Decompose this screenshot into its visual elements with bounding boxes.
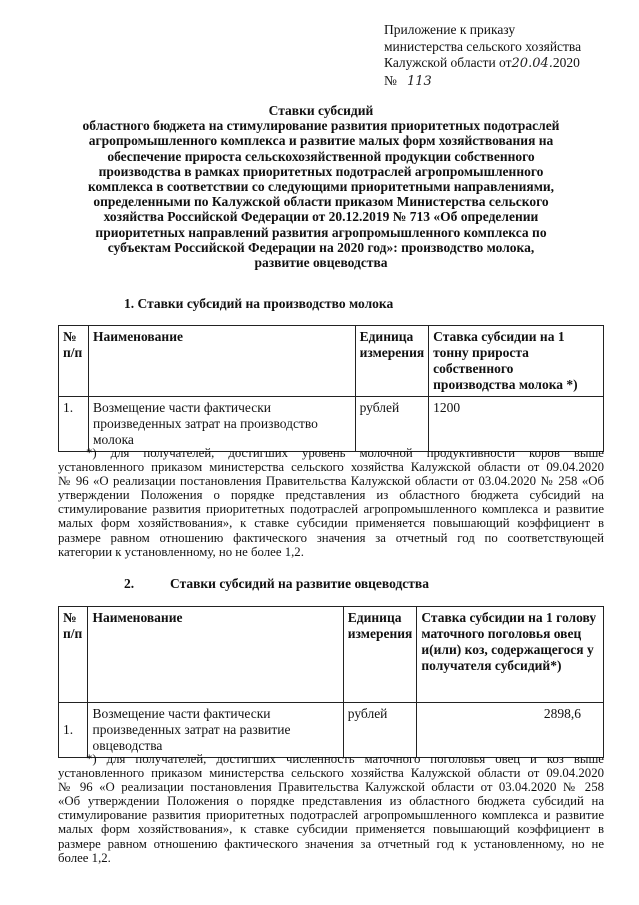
header-unit: Единица измерения	[343, 607, 417, 703]
section-1-heading: 1. Ставки субсидий на производство молока	[124, 296, 394, 311]
title-line: приоритетных направлений развития агропромышленного комплекса по	[95, 224, 547, 240]
footnote-line: стимулирование развития приоритетных подотраслей агропромышленного комплекса и развитие	[58, 808, 604, 823]
appendix-line-4	[384, 73, 581, 91]
footnote-line: № 96 «О реализации постановления Правительства Калужской области от 03.04.2020 № 258	[58, 780, 604, 795]
footnote-line: категории к установленному, но не более 1,2.	[58, 544, 304, 559]
header-name: Наименование	[88, 607, 343, 703]
header-number: № п/п	[59, 326, 89, 397]
title-line: определенными по Калужской области приказом Министерства сельского	[93, 194, 549, 210]
header-rate: Ставка субсидии на 1 тонну прироста собственного производства молока *)	[429, 326, 604, 397]
title-line: обеспечение прироста сельскохозяйственной продукции собственного	[107, 148, 535, 164]
footnote-line: *) для получателей, достигших уровень молочной продуктивности коров выше	[86, 446, 604, 460]
row-unit: рублей	[355, 397, 429, 452]
footnote-line: малых форм хозяйствования», к ставке субсидии применяется повышающий коэффициент в	[58, 822, 604, 837]
handwritten-order-number: 113	[407, 73, 432, 89]
section-2-number: 2.	[124, 576, 135, 591]
appendix-line-3	[384, 55, 581, 73]
table-row	[59, 703, 604, 758]
header-rate: Ставка субсидии на 1 голову маточного поголовья овец и(или) коз, содержащегося у получателя субсидий*)	[417, 607, 604, 703]
milk-subsidy-table	[58, 325, 604, 452]
appendix-block	[384, 22, 581, 90]
title-line: хозяйства Российской Федерации от 20.12.2019 № 713 «Об определении	[103, 209, 539, 225]
appendix-year: 2020	[552, 55, 580, 70]
section-2-footnote	[58, 752, 604, 865]
title-line: развитие овцеводства	[254, 255, 388, 271]
appendix-number-sign: №	[384, 72, 397, 88]
document-title	[78, 103, 564, 270]
table-row	[59, 397, 604, 452]
table-header-row	[59, 607, 604, 703]
footnote-line: *) для получателей, достигших численность маточного поголовья овец и коз выше	[86, 752, 604, 766]
row-unit: рублей	[343, 703, 417, 758]
sheep-subsidy-table	[58, 606, 604, 758]
title-line: Ставки субсидий	[268, 103, 374, 118]
row-rate: 2898,6	[417, 703, 604, 758]
row-rate: 1200	[429, 397, 604, 452]
row-name: Возмещение части фактически произведенных затрат на производство молока	[88, 397, 355, 452]
row-name: Возмещение части фактически произведенных затрат на развитие овцеводства	[88, 703, 343, 758]
footnote-line: малых форм хозяйствования», к ставке субсидии применяется повышающий коэффициент в	[58, 516, 604, 531]
footnote-line: размере равном отношению фактического значения за отчетный год к установленному, но не	[58, 836, 604, 851]
title-line: агропромышленного комплекса и развитие малых форм хозяйствования на	[88, 133, 554, 149]
table-header-row	[59, 326, 604, 397]
footnote-line: «Об утверждении Положения о порядке представления из областного бюджета субсидий на	[58, 794, 604, 809]
row-number: 1.	[59, 397, 89, 452]
footnote-line: утверждении Положения о порядке представления из областного бюджета субсидий на	[58, 488, 604, 503]
header-number: № п/п	[59, 607, 88, 703]
header-name: Наименование	[88, 326, 355, 397]
appendix-date-prefix: Калужской области от	[384, 55, 512, 70]
footnote-line: установленного приказом министерства сельского хозяйства Калужской области от 09.04.2020	[58, 460, 604, 475]
title-line: областного бюджета на стимулирование развития приоритетных подотраслей	[82, 118, 560, 134]
footnote-line: размере равном отношению фактического значения за отчетный год по соответствующей	[58, 530, 604, 545]
title-line: производства в рамках приоритетных подотраслей агропромышленного	[98, 163, 544, 179]
handwritten-date: 20.04.	[511, 56, 553, 71]
section-2-heading: Ставки субсидий на развитие овцеводства	[170, 576, 429, 591]
appendix-line-1: Приложение к приказу	[384, 22, 516, 37]
footnote-line: стимулирование развития приоритетных подотраслей агропромышленного комплекса и развитие	[58, 502, 604, 517]
footnote-line: установленного приказом министерства сельского хозяйства Калужской области от 09.04.2020	[58, 766, 604, 781]
footnote-line: № 96 «О реализации постановления Правительства Калужской области от 03.04.2020 № 258 «Об	[58, 474, 604, 489]
section-1-footnote	[58, 446, 604, 559]
title-line: субъектам Российской Федерации на 2020 год»: производство молока,	[107, 239, 535, 255]
title-line: комплекса в соответствии со следующими приоритетными направлениями,	[87, 179, 555, 195]
row-number: 1.	[59, 703, 88, 758]
appendix-line-2: министерства сельского хозяйства	[384, 38, 582, 54]
header-unit: Единица измерения	[355, 326, 429, 397]
footnote-line: более 1,2.	[58, 850, 111, 865]
